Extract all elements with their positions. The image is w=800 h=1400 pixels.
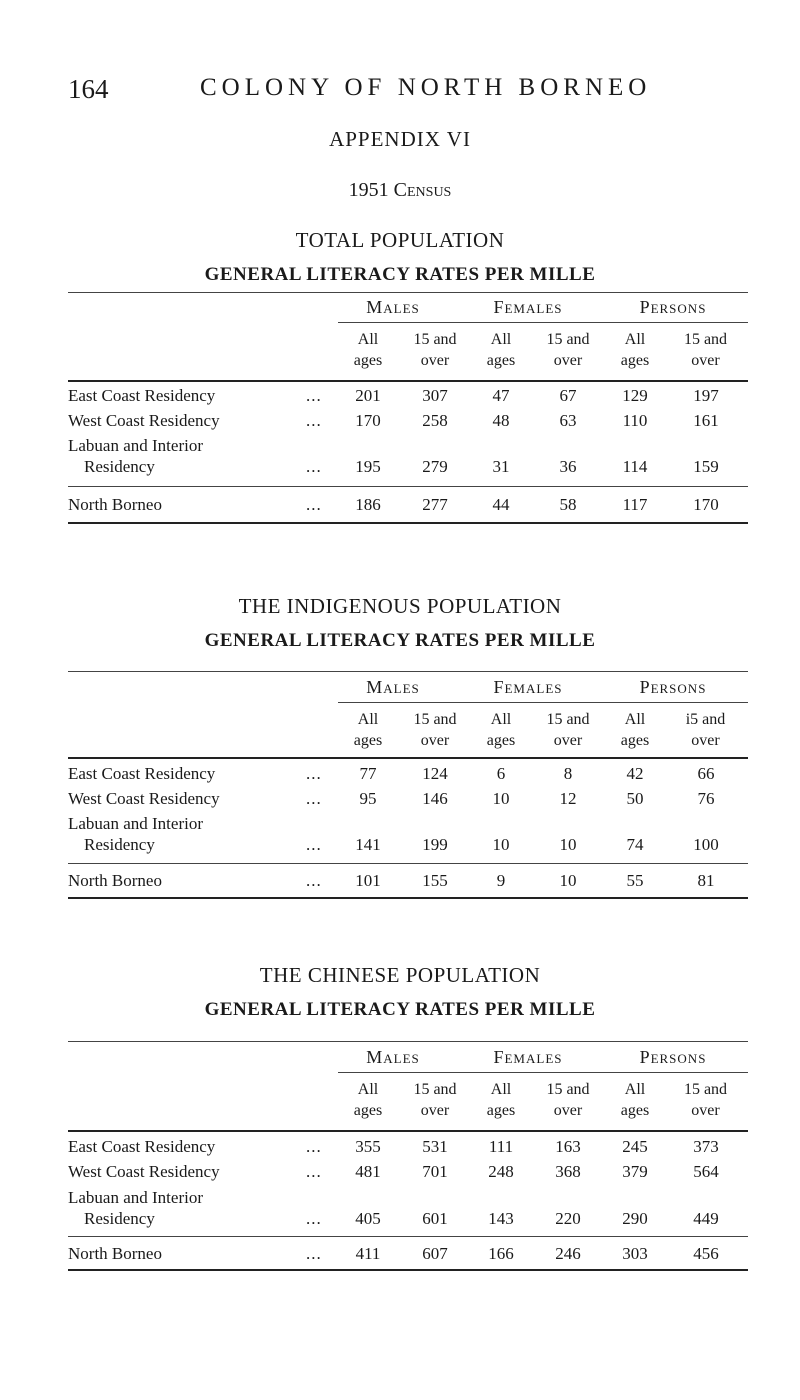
table-cell: 531 (422, 1137, 448, 1156)
section-subtitle: GENERAL LITERACY RATES PER MILLE (204, 264, 596, 285)
table-cell: 95 (359, 789, 377, 808)
table-cell: 10 (559, 835, 577, 854)
column-group-females: Females (493, 297, 563, 317)
table-cell: 42 (626, 764, 644, 783)
table-row (68, 764, 748, 786)
row-label: Residency (84, 1209, 155, 1228)
running-head: COLONY OF NORTH BORNEO (200, 74, 652, 101)
table-top-rule (68, 1041, 748, 1042)
table-cell: 355 (355, 1137, 381, 1156)
row-label: Residency (84, 457, 155, 476)
column-header: i5 and over (685, 711, 726, 749)
table-cell: 290 (622, 1209, 648, 1228)
leader-dots: ... (306, 871, 322, 890)
row-label: East Coast Residency (68, 386, 216, 405)
table-cell: 67 (559, 386, 577, 405)
table-cell: 159 (693, 457, 719, 476)
literacy-table (68, 1034, 748, 1284)
table-cell: 201 (355, 386, 381, 405)
table-cell: 9 (496, 871, 506, 890)
table-row (68, 436, 748, 479)
table-cell: 199 (422, 835, 448, 854)
table-cell: 246 (555, 1244, 581, 1263)
page-header (68, 74, 748, 108)
leader-dots: ... (306, 1162, 322, 1181)
row-label-line1: Labuan and Interior (68, 436, 203, 455)
table-cell: 141 (355, 835, 381, 854)
table-cell: 76 (697, 789, 715, 808)
table-cell: 303 (622, 1244, 648, 1263)
census-title: 1951 Census (348, 179, 452, 201)
table-cell: 161 (693, 411, 719, 430)
table-cell: 564 (693, 1162, 719, 1181)
column-header: 15 and over (546, 1081, 590, 1119)
table-row (68, 1188, 748, 1231)
table-cell: 481 (355, 1162, 381, 1181)
table-cell: 220 (555, 1209, 581, 1228)
table-row (68, 411, 748, 433)
table-cell: 77 (359, 764, 377, 783)
table-cell: 8 (563, 764, 573, 783)
table-cell: 195 (355, 457, 381, 476)
column-group-females: Females (493, 1047, 563, 1067)
table-cell: 10 (559, 871, 577, 890)
table-cell: 279 (422, 457, 448, 476)
header-rule (68, 757, 748, 759)
column-header: All ages (353, 711, 383, 749)
table-cell: 143 (488, 1209, 514, 1228)
appendix-title: APPENDIX VI (329, 127, 471, 151)
leader-dots: ... (306, 835, 322, 854)
table-cell: 307 (422, 386, 448, 405)
table-cell: 100 (693, 835, 719, 854)
table-cell: 6 (496, 764, 506, 783)
table-cell: 405 (355, 1209, 381, 1228)
table-row (68, 789, 748, 811)
total-rule (68, 486, 748, 487)
literacy-table (68, 284, 748, 554)
column-header: All ages (620, 1081, 650, 1119)
leader-dots: ... (306, 411, 322, 430)
row-label: West Coast Residency (68, 1162, 220, 1181)
table-cell: 601 (422, 1209, 448, 1228)
column-header: 15 and over (413, 711, 457, 749)
column-header: 15 and over (683, 331, 728, 369)
table-bottom-rule (68, 897, 748, 899)
table-cell: 81 (697, 871, 715, 890)
leader-dots: ... (306, 1137, 322, 1156)
table-cell: 117 (622, 495, 648, 514)
column-group-persons: Persons (639, 297, 707, 317)
table-cell: 170 (693, 495, 719, 514)
table-cell: 111 (488, 1137, 514, 1156)
row-label: North Borneo (68, 1244, 162, 1263)
section-subtitle: GENERAL LITERACY RATES PER MILLE (204, 999, 596, 1020)
group-rule (338, 322, 748, 323)
table-top-rule (68, 671, 748, 672)
column-header: All ages (353, 331, 383, 369)
table-cell: 58 (559, 495, 577, 514)
leader-dots: ... (306, 789, 322, 808)
table-bottom-rule (68, 522, 748, 524)
column-header: 15 and over (546, 711, 590, 749)
table-cell: 47 (492, 386, 510, 405)
table-cell: 114 (622, 457, 648, 476)
leader-dots: ... (306, 1209, 322, 1228)
table-cell: 607 (422, 1244, 448, 1263)
row-label-line1: Labuan and Interior (68, 1188, 203, 1207)
table-cell: 258 (422, 411, 448, 430)
table-cell: 10 (492, 835, 510, 854)
table-cell: 44 (492, 495, 510, 514)
table-cell: 368 (555, 1162, 581, 1181)
table-cell: 248 (488, 1162, 514, 1181)
table-cell: 48 (492, 411, 510, 430)
table-cell: 456 (693, 1244, 719, 1263)
table-cell: 36 (559, 457, 577, 476)
leader-dots: ... (306, 1244, 322, 1263)
leader-dots: ... (306, 386, 322, 405)
section-title: THE INDIGENOUS POPULATION (238, 594, 562, 618)
table-cell: 12 (559, 789, 577, 808)
table-cell: 166 (488, 1244, 514, 1263)
column-header: All ages (620, 711, 650, 749)
table-cell: 411 (355, 1244, 381, 1263)
table-row (68, 1137, 748, 1159)
total-rule (68, 863, 748, 864)
table-row (68, 386, 748, 408)
table-cell: 146 (422, 789, 448, 808)
column-group-females: Females (493, 677, 563, 697)
table-cell: 66 (697, 764, 715, 783)
table-cell: 197 (693, 386, 719, 405)
table-cell: 124 (422, 764, 448, 783)
row-label: East Coast Residency (68, 764, 216, 783)
total-row (68, 495, 748, 517)
table-cell: 101 (355, 871, 381, 890)
row-label: West Coast Residency (68, 411, 220, 430)
table-cell: 50 (626, 789, 644, 808)
table-cell: 170 (355, 411, 381, 430)
column-group-males: Males (366, 297, 420, 317)
table-cell: 163 (555, 1137, 581, 1156)
column-header: All ages (353, 1081, 383, 1119)
table-cell: 379 (622, 1162, 648, 1181)
table-cell: 701 (422, 1162, 448, 1181)
table-cell: 186 (355, 495, 381, 514)
table-cell: 10 (492, 789, 510, 808)
section-subtitle: GENERAL LITERACY RATES PER MILLE (204, 630, 596, 651)
column-group-persons: Persons (639, 1047, 707, 1067)
row-label: North Borneo (68, 871, 162, 890)
table-cell: 63 (559, 411, 577, 430)
header-rule (68, 1130, 748, 1132)
row-label: Residency (84, 835, 155, 854)
table-cell: 277 (422, 495, 448, 514)
leader-dots: ... (306, 457, 322, 476)
column-header: All ages (486, 711, 516, 749)
table-cell: 245 (622, 1137, 648, 1156)
table-cell: 373 (693, 1137, 719, 1156)
total-rule (68, 1236, 748, 1237)
table-cell: 155 (422, 871, 448, 890)
table-cell: 55 (626, 871, 644, 890)
table-row (68, 1162, 748, 1184)
table-row (68, 814, 748, 857)
table-cell: 74 (626, 835, 644, 854)
row-label: West Coast Residency (68, 789, 220, 808)
total-row (68, 871, 748, 893)
group-rule (338, 1072, 748, 1073)
column-header: 15 and over (546, 331, 590, 369)
total-row (68, 1244, 748, 1266)
page-number: 164 (68, 74, 109, 104)
literacy-table (68, 665, 748, 905)
table-top-rule (68, 292, 748, 293)
table-bottom-rule (68, 1269, 748, 1271)
row-label: East Coast Residency (68, 1137, 216, 1156)
leader-dots: ... (306, 495, 322, 514)
column-header: 15 and over (413, 331, 457, 369)
column-header: All ages (486, 1081, 516, 1119)
group-rule (338, 702, 748, 703)
column-header: 15 and over (683, 1081, 728, 1119)
leader-dots: ... (306, 764, 322, 783)
table-cell: 129 (622, 386, 648, 405)
row-label: North Borneo (68, 495, 162, 514)
header-rule (68, 380, 748, 382)
column-group-males: Males (366, 677, 420, 697)
table-cell: 31 (492, 457, 510, 476)
section-title: THE CHINESE POPULATION (259, 963, 541, 987)
column-header: All ages (620, 331, 650, 369)
table-cell: 449 (693, 1209, 719, 1228)
column-header: All ages (486, 331, 516, 369)
section-title: TOTAL POPULATION (295, 228, 505, 252)
column-group-persons: Persons (639, 677, 707, 697)
column-group-males: Males (366, 1047, 420, 1067)
table-cell: 110 (622, 411, 648, 430)
row-label-line1: Labuan and Interior (68, 814, 203, 833)
column-header: 15 and over (413, 1081, 457, 1119)
